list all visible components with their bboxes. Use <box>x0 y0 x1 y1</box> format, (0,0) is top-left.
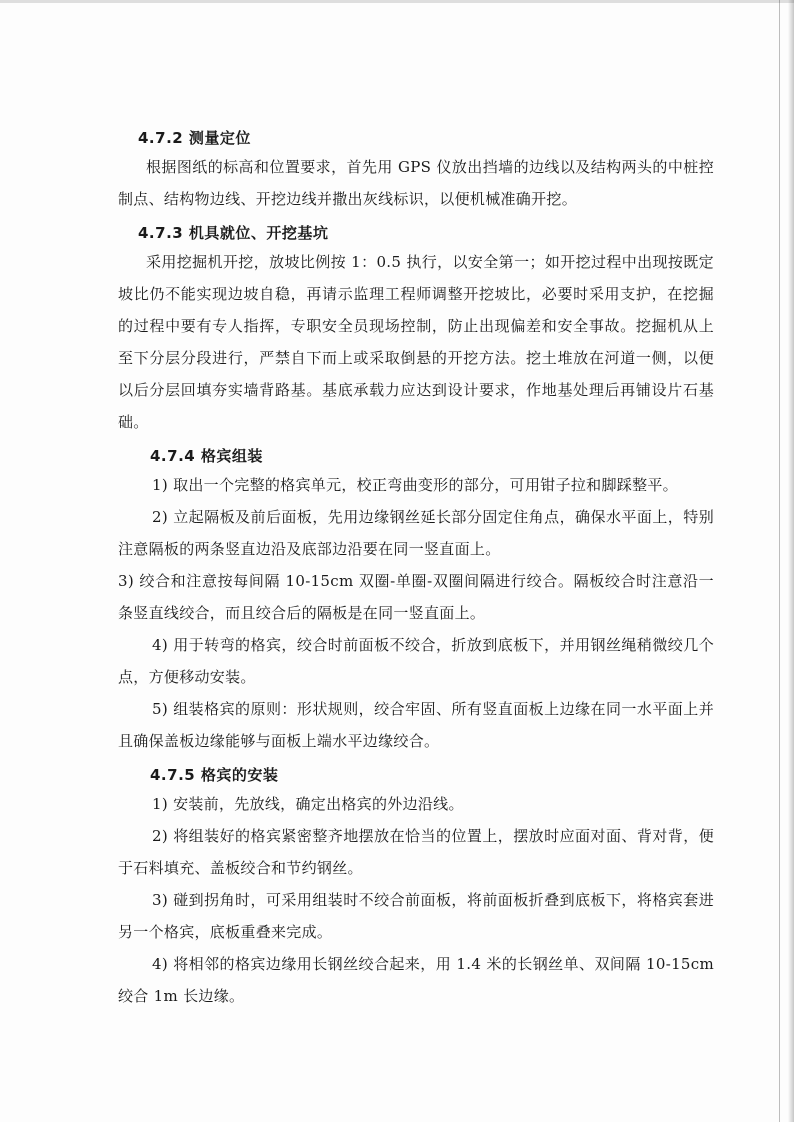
list-item: 5) 组装格宾的原则：形状规则，绞合牢固、所有竖直面板上边缘在同一水平面上并且确保盖板边缘能够与面板上端水平边缘绞合。 <box>118 700 714 750</box>
list-item: 4) 将相邻的格宾边缘用长钢丝绞合起来，用 1.4 米的长钢丝单、双间隔 10-15cm 绞合 1m 长边缘。 <box>118 955 714 1005</box>
list-item: 3) 碰到拐角时，可采用组装时不绞合前面板，将前面板折叠到底板下，将格宾套进另一个格宾，底板重叠来完成。 <box>118 891 714 941</box>
paragraph: 根据图纸的标高和位置要求，首先用 GPS 仪放出挡墙的边线以及结构两头的中桩控制点、结构物边线、开挖边线并撒出灰线标识，以便机械准确开挖。 <box>118 158 714 208</box>
document-body <box>118 120 714 1012</box>
list-item: 1) 取出一个完整的格宾单元，校正弯曲变形的部分，可用钳子拉和脚踩整平。 <box>152 476 678 494</box>
list-item: 2) 将组装好的格宾紧密整齐地摆放在恰当的位置上，摆放时应面对面、背对背，便于石料填充、盖板绞合和节约钢丝。 <box>118 827 714 877</box>
list-item: 4) 用于转弯的格宾，绞合时前面板不绞合，折放到底板下，并用钢丝绳稍微绞几个点，方便移动安装。 <box>118 636 714 686</box>
section-heading-4-7-4: 4.7.4 格宾组装 <box>150 447 263 465</box>
section-heading-4-7-2: 4.7.2 测量定位 <box>138 129 251 147</box>
paragraph: 采用挖掘机开挖，放坡比例按 1：0.5 执行，以安全第一；如开挖过程中出现按既定坡比仍不能实现边坡自稳，再请示监理工程师调整开挖坡比，必要时采用支护，在挖掘的过程中要有专人指挥，专职安全员现场控制，防止出现偏差和安全事故。挖掘机从上至下分层分段进行，严禁自下而上或采取倒悬的开挖方法。挖土堆放在河道一侧，以便以后分层回填夯实墙背路基。基底承载力应达到设计要求，作地基处理后再铺设片石基础。 <box>118 253 714 431</box>
section-heading-4-7-3: 4.7.3 机具就位、开挖基坑 <box>138 224 329 242</box>
scan-shadow-right <box>788 0 794 1122</box>
list-item: 3) 绞合和注意按每间隔 10-15cm 双圈-单圈-双圈间隔进行绞合。隔板绞合时注意沿一条竖直线绞合，而且绞合后的隔板是在同一竖直面上。 <box>118 572 714 622</box>
list-item: 2) 立起隔板及前后面板，先用边缘钢丝延长部分固定住角点，确保水平面上，特别注意隔板的两条竖直边沿及底部边沿要在同一竖直面上。 <box>118 508 714 558</box>
scan-shadow-top <box>0 0 794 3</box>
section-heading-4-7-5: 4.7.5 格宾的安装 <box>150 766 279 784</box>
scan-line-right <box>779 0 780 1122</box>
list-item: 1) 安装前，先放线，确定出格宾的外边沿线。 <box>152 795 464 813</box>
